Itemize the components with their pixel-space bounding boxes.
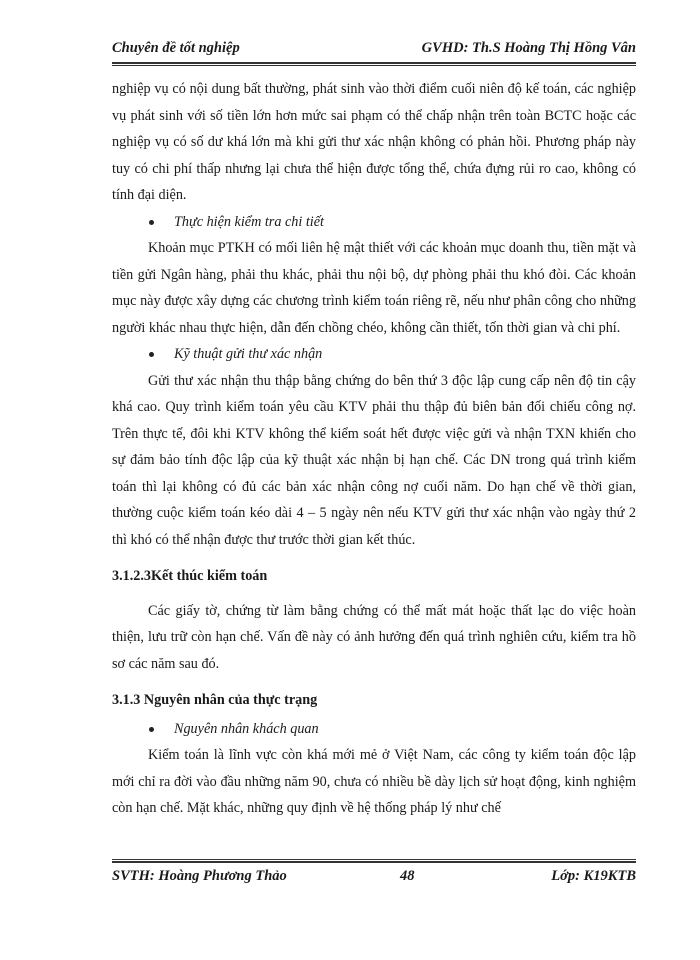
bullet-item [112,341,636,368]
footer-rule [112,859,636,863]
section-heading: 3.1.3 Nguyên nhân của thực trạng [112,692,318,708]
bullet-item [112,209,636,236]
bullet-icon [149,220,154,225]
paragraph: Gửi thư xác nhận thu thập bằng chứng do bên thứ 3 độc lập cung cấp nên độ tin cậy khá cao. Quy trình kiểm toán yêu cầu KTV phải thu thập đủ biên bản đối chiếu công nợ. Trên thực tế, đôi khi KTV không thể kiểm soát hết được việc gửi và nhận TXN khiến cho sự đảm bảo tính độc lập của kỹ thuật xác nhận bị hạn chế. Các DN trong quá trình kiểm toán thì lại không có đủ các bản xác nhận công nợ cuối năm. Do hạn chế về thời gian, thường cuộc kiểm toán kéo dài 4 – 5 ngày nên nếu KTV gửi thư xác nhận vào ngày thứ 2 thì khó có thể nhận được thư trước thời gian kết thúc. [112,372,636,548]
bullet-label: Nguyên nhân khách quan [174,720,319,737]
bullet-item [112,716,636,743]
footer-class: Lớp: K19KTB [551,868,636,884]
bullet-icon [149,352,154,357]
paragraph: Khoản mục PTKH có mối liên hệ mật thiết với các khoản mục doanh thu, tiền mặt và tiền gửi Ngân hàng, phải thu khác, phải thu nội bộ, dự phòng phải thu khó đòi. Các khoản mục này được xây dựng các chương trình kiểm toán riêng rẽ, nếu như phân công cho những người khác nhau thực hiện, dẫn đến chồng chéo, không cần thiết, tốn thời gian và chi phí. [112,240,636,336]
paragraph: Các giấy tờ, chứng từ làm bằng chứng có thể mất mát hoặc thất lạc do việc hoàn thiện, lưu trữ còn hạn chế. Vấn đề này có ảnh hưởng đến quá trình nghiên cứu, kiểm tra hồ sơ các năm sau đó. [112,602,636,672]
bullet-label: Kỹ thuật gửi thư xác nhận [174,346,323,362]
page-header [112,40,636,60]
footer-author: SVTH: Hoàng Phương Thảo [112,868,287,884]
header-rule [112,62,636,66]
page-number: 48 [400,868,415,884]
header-title: Chuyên đề tốt nghiệp [112,40,240,56]
bullet-icon [149,727,154,732]
section-heading: 3.1.2.3Kết thúc kiểm toán [112,568,268,584]
page-footer [112,868,636,888]
header-supervisor: GVHD: Th.S Hoàng Thị Hồng Vân [421,40,636,56]
document-body [112,76,636,822]
bullet-label: Thực hiện kiểm tra chi tiết [174,213,324,230]
paragraph-continuation: nghiệp vụ có nội dung bất thường, phát sinh vào thời điểm cuối niên độ kế toán, các nghiệp vụ phát sinh với số tiền lớn hơn mức sai phạm có thể chấp nhận trên toàn BCTC hoặc các nghiệp vụ có số dư khá lớn mà khi gửi thư xác nhận không có phản hồi. Phương pháp này tuy có chi phí thấp nhưng lại chưa thể hiện được tổng thể, chứa đựng rủi ro cao, không có tính đại diện. [112,81,636,203]
paragraph: Kiểm toán là lĩnh vực còn khá mới mẻ ở Việt Nam, các công ty kiểm toán độc lập mới chỉ ra đời vào đầu những năm 90, chưa có nhiều bề dày lịch sử hoạt động, kinh nghiệm còn hạn chế. Mặt khác, những quy định về hệ thống pháp lý như chế [112,747,636,816]
